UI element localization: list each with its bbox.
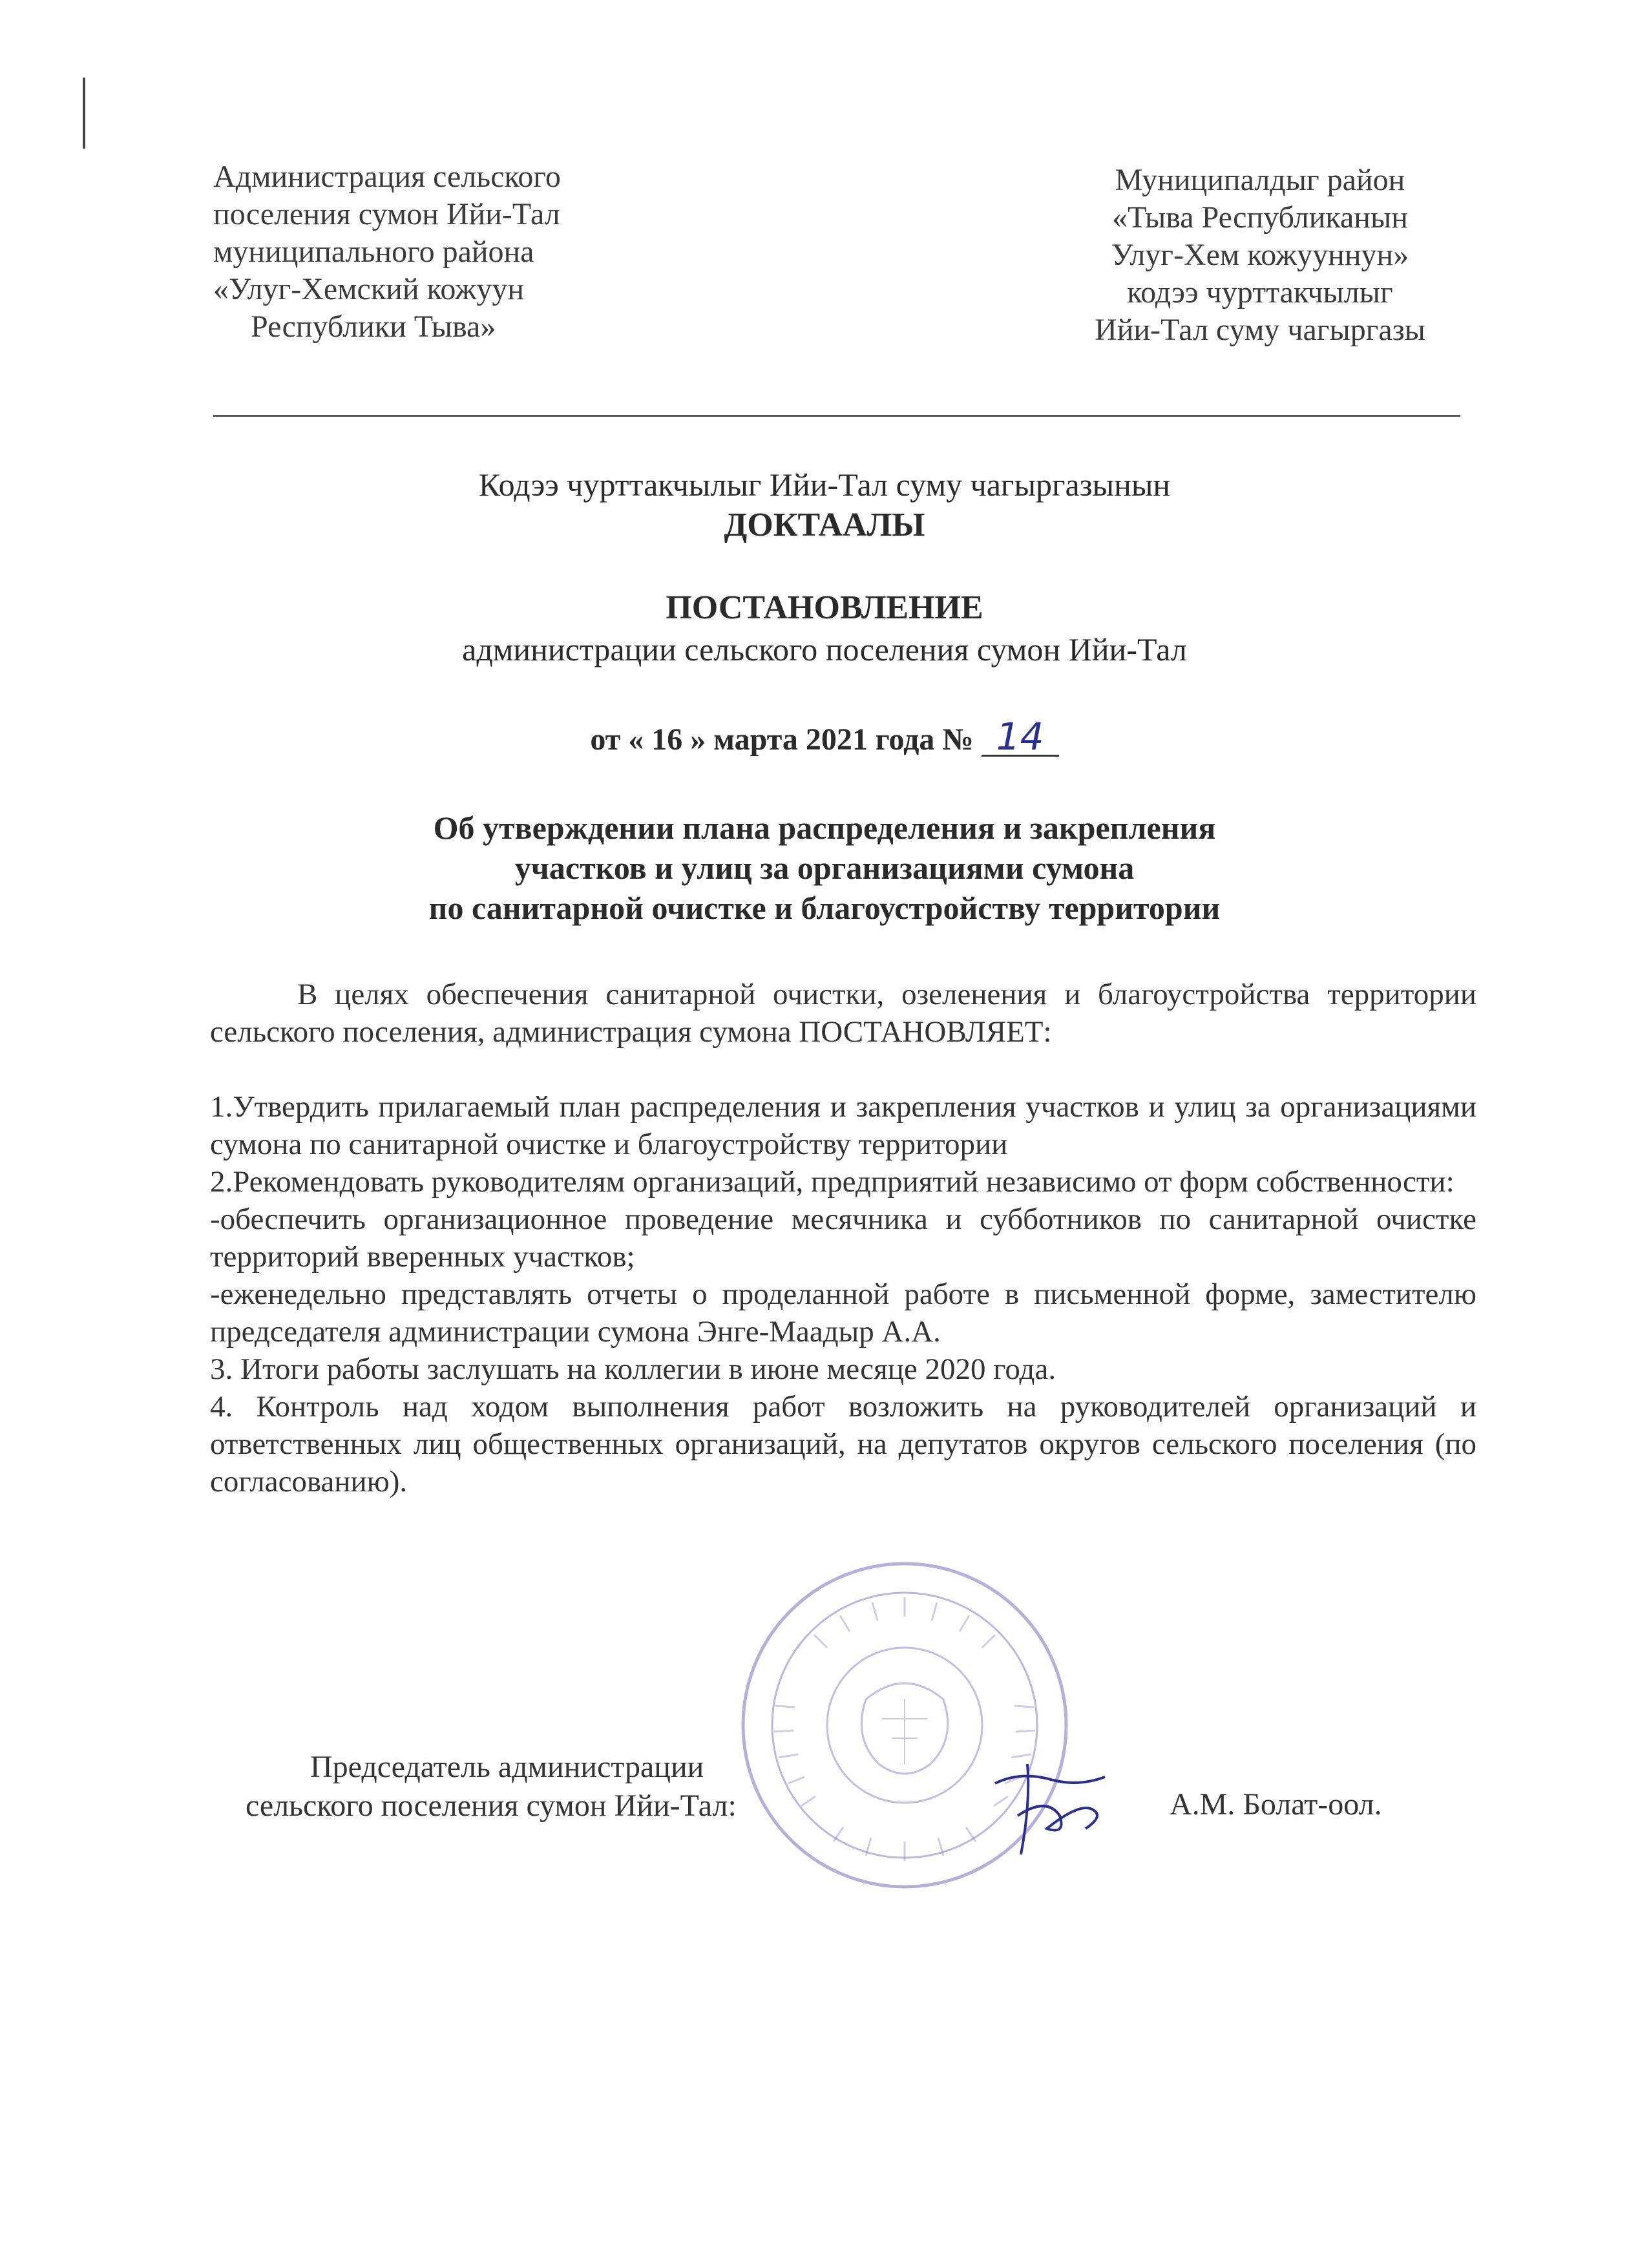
handwritten-doc-number: 14: [982, 719, 1059, 757]
doc-type: ПОСТАНОВЛЕНИЕ: [666, 589, 983, 626]
header-left-line: поселения сумон Ийи-Тал: [213, 197, 560, 231]
item-2b: -еженедельно представлять отчеты о проделанной работе в письменной форме, заместителю председателя администрации сумона Энге-Маадыр А.А.: [210, 1277, 1476, 1349]
header-right-line: кодээ чурттакчылыг: [1127, 275, 1393, 310]
header-left-line: Администрация сельского: [213, 160, 561, 194]
item-2: 2.Рекомендовать руководителям организаций, предприятий независимо от форм собственности:: [210, 1165, 1455, 1199]
signatory-name: А.М. Болат-оол.: [1170, 1787, 1382, 1822]
issuer-line: администрации сельского поселения сумон Ийи-Тал: [462, 631, 1187, 667]
signatory-position: [246, 1748, 737, 1825]
tuvan-subtitle: Кодээ чурттакчылыг Ийи-Тал суму чагыргазынын: [478, 467, 1171, 503]
header-left-line: муниципального района: [213, 235, 534, 269]
header-right-line: «Тыва Республиканын: [1112, 200, 1408, 235]
signatory-position-line: сельского поселения сумон Ийи-Тал:: [246, 1789, 737, 1823]
margin-mark: [83, 78, 85, 149]
document-title: [0, 808, 1649, 928]
header-right-line: Ийи-Тал суму чагыргазы: [1095, 313, 1425, 347]
item-1: 1.Утвердить прилагаемый план распределения и закрепления участков и улиц за организациями сумона по санитарной очистке и благоустройству территории: [210, 1090, 1476, 1161]
date-text: от « 16 » марта 2021 года №: [590, 722, 974, 757]
document-title-line: участков и улиц за организациями сумона: [514, 850, 1135, 886]
header-right-tuvan: [1008, 162, 1512, 349]
header-right-line: Улуг-Хем кожууннун»: [1111, 238, 1409, 272]
item-2a: -обеспечить организационное проведение месячника и субботников по санитарной очистке территорий вверенных участков;: [210, 1202, 1476, 1274]
document-title-line: Об утверждении плана распределения и закрепления: [433, 810, 1216, 846]
item-4: 4. Контроль над ходом выполнения работ возложить на руководителей организаций и ответственных лиц общественных организаций, на депутатов округов сельского поселения (по согласованию).: [210, 1390, 1476, 1498]
date-number-line: [0, 715, 1649, 759]
document-title-line: по санитарной очистке и благоустройству территории: [428, 890, 1221, 926]
signatory-position-line: Председатель администрации: [310, 1750, 704, 1784]
header-right-line: Муниципалдыг район: [1115, 163, 1405, 197]
tuvan-doc-type: ДОКТААЛЫ: [724, 507, 925, 543]
item-3: 3. Итоги работы заслушать на коллегии в июне месяце 2020 года.: [210, 1352, 1056, 1386]
header-left-line: «Улуг-Хемский кожуун: [213, 272, 525, 306]
header-left-russian: [213, 158, 704, 346]
handwritten-signature: [982, 1745, 1124, 1861]
header-divider: [213, 415, 1460, 417]
header-left-line: Республики Тыва»: [251, 310, 496, 344]
intro-paragraph: В целях обеспечения санитарной очистки, озеленения и благоустройства территории сельского поселения, администрация сумона ПОСТАНОВЛЯЕТ:: [210, 978, 1476, 1049]
document-body: [210, 976, 1476, 1500]
